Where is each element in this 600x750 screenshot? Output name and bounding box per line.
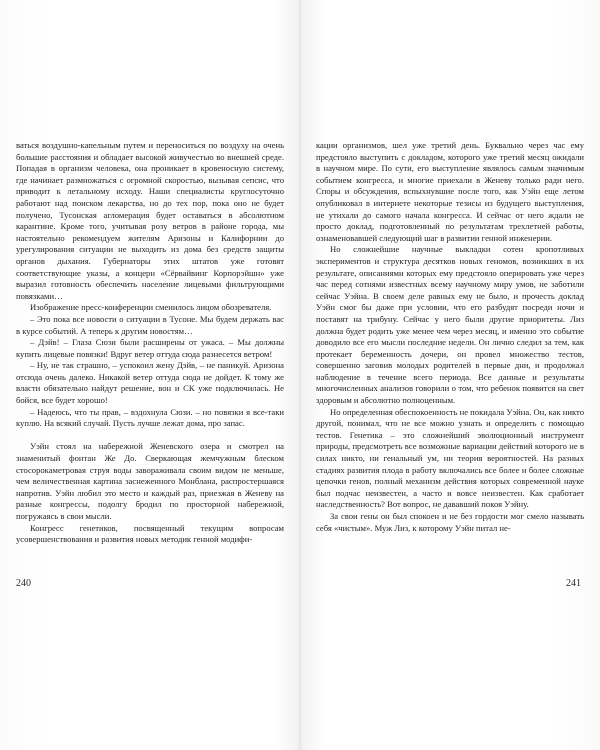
right-page-text	[316, 140, 584, 534]
paragraph: Конгресс генетиков, посвященный текущим вопросам усовершенствования и развития новых методик генной модифи-	[16, 522, 284, 545]
paragraph: Изображение пресс-конференции сменилось лицом обозревателя.	[30, 302, 272, 313]
page-number-left: 240	[16, 578, 31, 589]
paragraph: Но определенная обеспокоенность не покидала Уэйна. Он, как никто другой, понимал, что не все можно узнать и определить с помощью тестов. Генетика – это сложнейший эволюционный инструмент природы, предсмотреть все возможные вариации действий которого не в силах никто, ни генальный ум, ни теория вероятностей. На разных стадиях развития плода в работу включались все более и более сложные цепочки генов, полный механизм действия которых современной науке был подчас неизвестен, а часто и вовсе неизвестен. Как сработает наследственность? Вот вопрос, не дававший покоя Уэйну.	[316, 406, 584, 510]
paragraph: Но сложнейшие научные выкладки сотен кропотливых экспериментов и структура десятков новых геномов, возникших в их результате, описаниями которых ему предстояло оперировать уже через час перед сотнями известных всему научному миру умов, не заботили сейчас Уэйна. В своем деле равных ему не было, и прочесть доклад Уэйн смог бы даже при условии, что его разбудят посреди ночи и поставят на трибуну. Сейчас у него были другие приоритеты. Лиз должна будет родить уже менее чем через месяц, и именно это событие доводило все его мысли последние недели. Он лично следил за тем, как протекает беременность дочери, он провел множество тестов, совершенно заговив молодых родителей в первые дни, и продолжал наблюдение в течение всего периода. Все данные и результаты многочисленных анализов говорили о том, что ребенок появится на свет здоровым и абсолютно полноценным.	[316, 244, 584, 406]
right-page	[316, 140, 584, 534]
left-page-text	[16, 140, 284, 546]
paragraph: – Это пока все новости о ситуации в Тусоне. Мы будем держать вас в курсе событий. А теперь к другим новостям…	[16, 313, 284, 336]
paragraph: Уэйн стоял на набережной Женевского озера и смотрел на знаменитый фонтан Же До. Сверкающая жемчужным блеском стосорокаметровая струя воды завораживала своим видом не меньше, чем величественная картина заснеженного Монблана, распростершаяся напротив. Уэйн любил это место и каждый раз, приезжая в Женеву на разные конгрессы, подолгу бродил по просторной набережной, погружаясь в свои мысли.	[16, 441, 284, 521]
paragraph: – Дэйв! – Глаза Сюзи были расширены от ужаса. – Мы должны купить лицевые повязки! Вдруг ветер оттуда сюда разнесется ветром!	[16, 337, 284, 359]
left-page	[16, 140, 284, 546]
book-gutter	[298, 0, 302, 750]
paragraph: – Ну, не так страшно, – успокоил жену Дэйв, – не паникуй. Аризона отсюда очень далеко. Никакой ветер оттуда сюда не дойдет. К тому же власти обязательно найдут решение, вон и СК уже подключилась. Не бойся, все будет хорошо!	[16, 360, 284, 406]
paragraph: За свои гены он был спокоен и не без гордости мог смело называть себя «чистым». Муж Лиз, к которому Уэйн питал не-	[316, 511, 584, 533]
paragraph: ваться воздушно-капельным путем и переноситься по воздуху на очень большие расстояния и обладает высокой живучестью во внешней среде. Попадая в организм человека, она проникает в кровеносную систему, где начинает размножаться с огромной скоростью, вызывая сепсис, что приводит к летальному исходу. Наши специалисты круглосуточно работают над поиском лекарства, но до тех пор, пока оно не будет получено, Тусонская агломерация будет оставаться в абсолютном карантине. Кроме того, учитывая розу ветров в районе города, мы настоятельно рекомендуем жителям Аризоны и Калифорнии до урегулирования ситуации не выходить из дома без средств защиты органов дыхания. Губернаторы этих штатов уже готовят соответствующие указы, а концерн «Сёрвайвинг Корпорэйшн» уже выразил готовность обеспечить население лицевыми фильтрующими повязками…	[16, 140, 284, 301]
page-number-right: 241	[566, 578, 581, 589]
paragraph: кации организмов, шел уже третий день. Буквально через час ему предстояло выступить с докладом, которого уже третий месяц ожидали в научном мире. По сути, его выступление являлось самым значимым событием конгресса, и многие приехали в Женеву только ради него. Споры и обсуждения, вспыхнувшие после того, как Уэйн еще летом опубликовал в интернете некоторые тезисы из будущего выступления, не утихали до самого начала конгресса. И сейчас от него ждали не просто доклад, подготовленный по результатам трехлетней работы, ознаменовавшей следующий шаг в развитии генной инженерии.	[316, 140, 584, 243]
paragraph: – Надеюсь, что ты прав, – вздохнула Сюзи. – но повязки я все-таки куплю. На всякий случай. Пусть лучше лежат дома, про запас.	[16, 406, 284, 429]
